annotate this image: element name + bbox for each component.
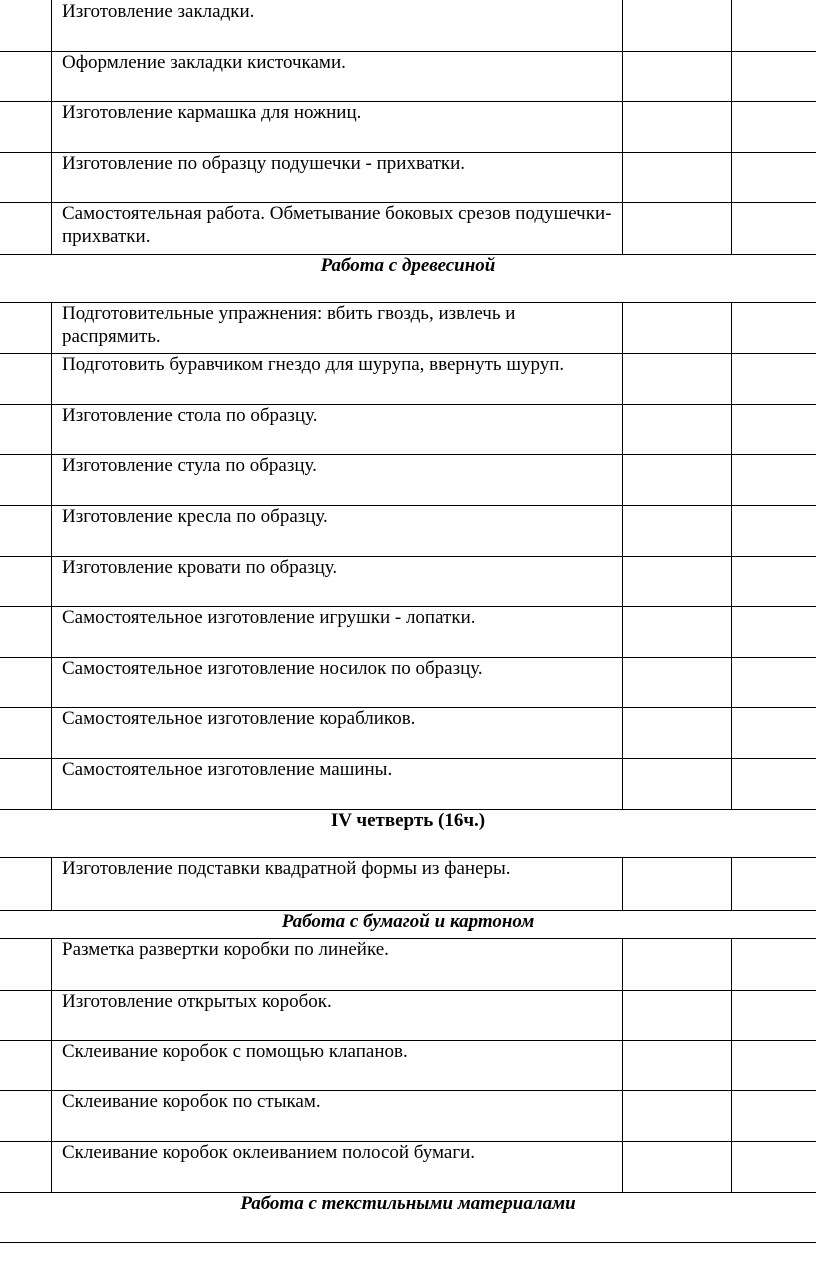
number-cell <box>0 51 52 101</box>
table-row <box>0 1141 816 1192</box>
table-row <box>0 51 816 101</box>
table-row <box>0 758 816 809</box>
number-cell <box>0 1090 52 1141</box>
number-cell <box>0 353 52 404</box>
section-heading: Работа с бумагой и картоном <box>281 911 535 932</box>
table-row <box>0 1090 816 1141</box>
hours-cell <box>623 353 732 404</box>
task-text: Оформление закладки кисточками. <box>62 52 346 73</box>
task-cell <box>52 0 623 51</box>
hours-cell <box>623 938 732 990</box>
task-cell <box>52 1040 623 1090</box>
row-divider <box>0 938 816 939</box>
date-cell <box>732 1040 816 1090</box>
hours-cell <box>623 1040 732 1090</box>
date-cell <box>732 404 816 454</box>
date-cell <box>732 938 816 990</box>
number-cell <box>0 857 52 910</box>
task-text: Самостоятельное изготовление корабликов. <box>62 708 416 729</box>
table-row <box>0 606 816 657</box>
table-row <box>0 202 816 254</box>
hours-cell <box>623 657 732 707</box>
section-heading: Работа с древесиной <box>320 255 496 276</box>
task-text: Изготовление по образцу подушечки - прихватки. <box>62 153 466 174</box>
row-divider <box>0 404 816 405</box>
row-divider <box>0 657 816 658</box>
task-text: Изготовление стула по образцу. <box>62 455 317 476</box>
date-cell <box>732 1141 816 1192</box>
number-cell <box>0 101 52 152</box>
row-divider <box>0 152 816 153</box>
number-cell <box>0 454 52 505</box>
number-cell <box>0 657 52 707</box>
row-divider <box>0 353 816 354</box>
number-cell <box>0 0 52 51</box>
number-cell <box>0 404 52 454</box>
row-divider <box>0 51 816 52</box>
table-row <box>0 707 816 758</box>
hours-cell <box>623 1090 732 1141</box>
hours-cell <box>623 556 732 606</box>
date-cell <box>732 707 816 758</box>
date-cell <box>732 101 816 152</box>
hours-cell <box>623 404 732 454</box>
number-cell <box>0 1141 52 1192</box>
table-row <box>0 505 816 556</box>
table-row <box>0 404 816 454</box>
number-cell <box>0 302 52 353</box>
task-cell <box>52 707 623 758</box>
number-cell <box>0 152 52 202</box>
number-cell <box>0 606 52 657</box>
row-divider <box>0 101 816 102</box>
section-heading-row <box>0 254 816 302</box>
task-cell <box>52 404 623 454</box>
section-heading: IV четверть (16ч.) <box>330 810 486 831</box>
task-cell <box>52 1141 623 1192</box>
hours-cell <box>623 606 732 657</box>
number-cell <box>0 505 52 556</box>
row-divider <box>0 1192 816 1193</box>
table-row <box>0 938 816 990</box>
task-cell <box>52 990 623 1040</box>
task-cell <box>52 302 623 353</box>
task-text: Склеивание коробок с помощью клапанов. <box>62 1041 408 1062</box>
task-cell <box>52 657 623 707</box>
date-cell <box>732 0 816 51</box>
task-cell <box>52 556 623 606</box>
task-text: Склеивание коробок по стыкам. <box>62 1091 321 1112</box>
table-row <box>0 990 816 1040</box>
number-cell <box>0 556 52 606</box>
row-divider <box>0 707 816 708</box>
row-divider <box>0 758 816 759</box>
task-cell <box>52 454 623 505</box>
task-cell <box>52 505 623 556</box>
hours-cell <box>623 202 732 254</box>
date-cell <box>732 353 816 404</box>
table-row <box>0 556 816 606</box>
row-divider <box>0 606 816 607</box>
table-row <box>0 353 816 404</box>
hours-cell <box>623 505 732 556</box>
row-divider <box>0 454 816 455</box>
hours-cell <box>623 101 732 152</box>
section-heading-row <box>0 809 816 857</box>
hours-cell <box>623 707 732 758</box>
task-cell <box>52 1090 623 1141</box>
task-text: Изготовление кровати по образцу. <box>62 557 338 578</box>
row-divider <box>0 809 816 810</box>
task-text: Изготовление кресла по образцу. <box>62 506 328 527</box>
row-divider <box>0 302 816 303</box>
date-cell <box>732 857 816 910</box>
task-text: Самостоятельное изготовление носилок по образцу. <box>62 658 483 679</box>
table-row <box>0 1040 816 1090</box>
number-cell <box>0 202 52 254</box>
hours-cell <box>623 302 732 353</box>
hours-cell <box>623 152 732 202</box>
number-cell <box>0 707 52 758</box>
task-cell <box>52 758 623 809</box>
task-cell <box>52 938 623 990</box>
number-cell <box>0 758 52 809</box>
date-cell <box>732 302 816 353</box>
date-cell <box>732 657 816 707</box>
task-text: Самостоятельное изготовление машины. <box>62 759 393 780</box>
task-text: Подготовить буравчиком гнездо для шурупа, ввернуть шуруп. <box>62 354 565 375</box>
task-cell <box>52 51 623 101</box>
row-divider <box>0 990 816 991</box>
row-divider <box>0 910 816 911</box>
hours-cell <box>623 990 732 1040</box>
task-text: Самостоятельное изготовление игрушки - лопатки. <box>62 607 476 628</box>
task-text: Разметка развертки коробки по линейке. <box>62 939 389 960</box>
task-cell <box>52 101 623 152</box>
task-cell <box>52 152 623 202</box>
hours-cell <box>623 51 732 101</box>
task-text: Изготовление подставки квадратной формы из фанеры. <box>62 858 511 879</box>
hours-cell <box>623 0 732 51</box>
row-divider <box>0 505 816 506</box>
hours-cell <box>623 857 732 910</box>
task-text: Подготовительные упражнения: вбить гвоздь, извлечь и распрямить. <box>62 303 516 347</box>
table-row <box>0 152 816 202</box>
task-text: Склеивание коробок оклеиванием полосой бумаги. <box>62 1142 476 1163</box>
date-cell <box>732 758 816 809</box>
number-cell <box>0 990 52 1040</box>
task-text: Изготовление закладки. <box>62 1 255 22</box>
date-cell <box>732 454 816 505</box>
date-cell <box>732 505 816 556</box>
date-cell <box>732 606 816 657</box>
table-row <box>0 0 816 51</box>
task-text: Изготовление стола по образцу. <box>62 405 318 426</box>
row-divider <box>0 1090 816 1091</box>
task-text: Изготовление кармашка для ножниц. <box>62 102 362 123</box>
number-cell <box>0 938 52 990</box>
date-cell <box>732 1090 816 1141</box>
date-cell <box>732 990 816 1040</box>
hours-cell <box>623 454 732 505</box>
row-divider <box>0 1141 816 1142</box>
date-cell <box>732 51 816 101</box>
date-cell <box>732 556 816 606</box>
row-divider <box>0 857 816 858</box>
hours-cell <box>623 1141 732 1192</box>
section-heading-row <box>0 1192 816 1242</box>
row-divider <box>0 202 816 203</box>
row-divider <box>0 556 816 557</box>
task-text: Изготовление открытых коробок. <box>62 991 332 1012</box>
date-cell <box>732 152 816 202</box>
number-cell <box>0 1040 52 1090</box>
section-heading-row <box>0 910 816 938</box>
task-text: Самостоятельная работа. Обметывание боковых срезов подушечки-прихватки. <box>62 203 612 247</box>
task-cell <box>52 857 623 910</box>
task-cell <box>52 353 623 404</box>
task-cell <box>52 202 623 254</box>
table-row <box>0 101 816 152</box>
date-cell <box>732 202 816 254</box>
table-row <box>0 454 816 505</box>
hours-cell <box>623 758 732 809</box>
section-heading: Работа с текстильными материалами <box>240 1193 576 1214</box>
table-row <box>0 857 816 910</box>
table-row <box>0 302 816 353</box>
row-divider <box>0 254 816 255</box>
table-row <box>0 657 816 707</box>
row-divider <box>0 1040 816 1041</box>
row-divider <box>0 1242 816 1243</box>
task-cell <box>52 606 623 657</box>
